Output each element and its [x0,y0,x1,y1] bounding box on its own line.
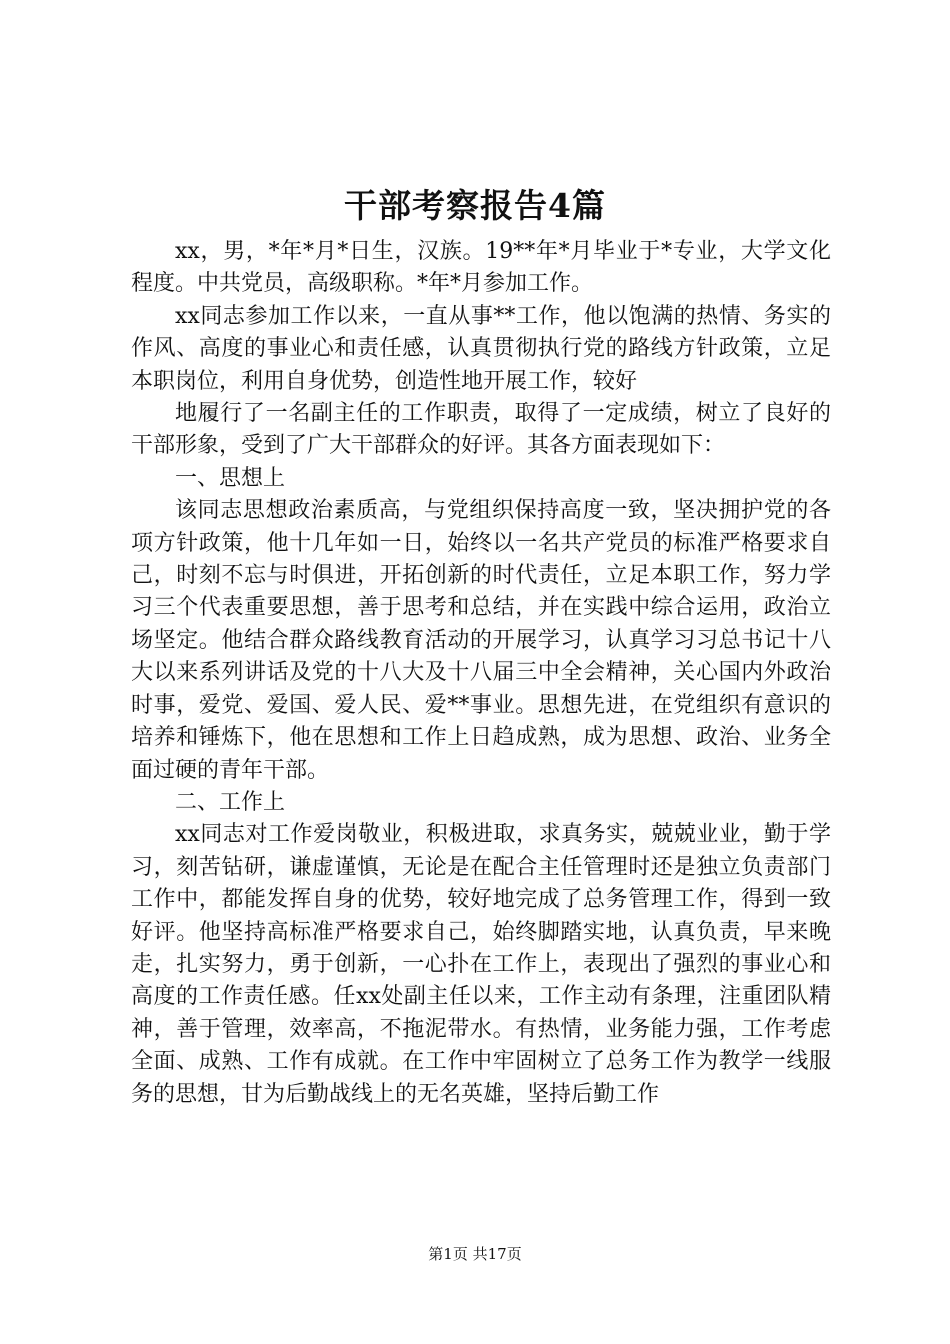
paragraph-work: xx同志对工作爱岗敬业，积极进取，求真务实，兢兢业业，勤于学习，刻苦钻研，谦虚谨慎，无论是在配合主任管理时还是独立负责部门工作中，都能发挥自身的优势，较好地完成了总务管理工作，得到一致好评。他坚持高标准严格要求自己，始终脚踏实地，认真负责，早来晚走，扎实努力，勇于创新，一心扑在工作上，表现出了强烈的事业心和高度的工作责任感。任xx处副主任以来，工作主动有条理，注重团队精神，善于管理，效率高，不拖泥带水。有热情，业务能力强，工作考虑全面、成熟、工作有成就。在工作中牢固树立了总务工作为教学一线服务的思想，甘为后勤战线上的无名英雄，坚持后勤工作 [131,822,831,1107]
page-footer: 第1页 共17页 [428,1245,522,1263]
section-heading-ideology: 一、思想上 [175,465,286,491]
document-body [131,236,831,1111]
document-title: 干部考察报告4篇 [344,186,606,225]
section-heading-work: 二、工作上 [175,789,286,815]
paragraph-ideology: 该同志思想政治素质高，与党组织保持高度一致，坚决拥护党的各项方针政策，他十几年如一日，始终以一名共产党员的标准严格要求自己，时刻不忘与时俱进，开拓创新的时代责任，立足本职工作，努力学习三个代表重要思想，善于思考和总结，并在实践中综合运用，政治立场坚定。他结合群众路线教育活动的开展学习，认真学习习总书记十八大以来系列讲话及党的十八大及十八届三中全会精神，关心国内外政治时事，爱党、爱国、爱人民、爱**事业。思想先进，在党组织有意识的培养和锤炼下，他在思想和工作上日趋成熟，成为思想、政治、业务全面过硬的青年干部。 [131,498,831,783]
paragraph-work-overview: xx同志参加工作以来，一直从事**工作，他以饱满的热情、务实的作风、高度的事业心和责任感，认真贯彻执行党的路线方针政策，立足本职岗位，利用自身优势，创造性地开展工作，较好 [131,303,831,394]
paragraph-intro: xx，男，*年*月*日生，汉族。19**年*月毕业于*专业，大学文化程度。中共党员，高级职称。*年*月参加工作。 [131,239,831,297]
paragraph-performance-summary: 地履行了一名副主任的工作职责，取得了一定成绩，树立了良好的干部形象，受到了广大干部群众的好评。其各方面表现如下： [131,401,831,459]
